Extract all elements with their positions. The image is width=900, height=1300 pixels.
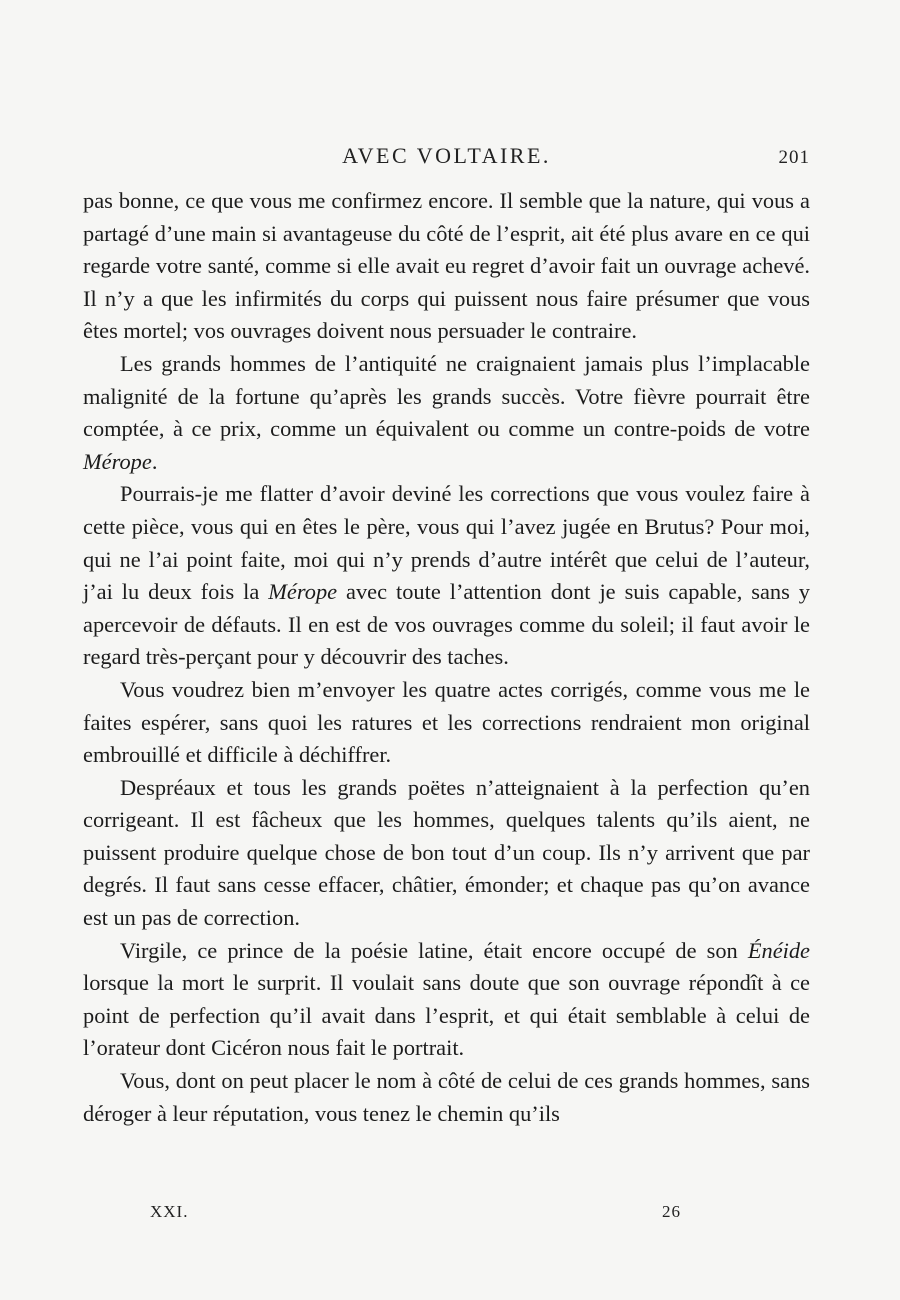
paragraph xyxy=(83,935,810,1065)
running-title: AVEC VOLTAIRE. xyxy=(342,143,551,168)
paragraph xyxy=(83,348,810,478)
italic-title: Énéide xyxy=(747,937,810,963)
paragraph xyxy=(83,185,810,348)
paragraph-text: Pourrais-je me flatter d’avoir deviné les corrections que vous voulez faire à cette pièce, vous qui en êtes le père, vous qui l’avez jugée en Brutus? Pour moi, qui ne l’ai point faite, moi qui n’y prends d’autre intérêt que celui de l’auteur, j’ai lu deux fois la xyxy=(83,481,810,605)
running-head xyxy=(83,143,810,173)
paragraph xyxy=(83,674,810,772)
paragraph xyxy=(83,478,810,674)
paragraph-text: Vous voudrez bien m’envoyer les quatre actes corrigés, comme vous me le faites espérer, sans quoi les ratures et les corrections rendraient mon original embrouillé et difficile à déchiffrer. xyxy=(83,676,810,768)
italic-title: Mérope xyxy=(83,448,152,474)
paragraph-text: Despréaux et tous les grands poëtes n’atteignaient à la perfection qu’en corrigeant. Il est fâcheux que les hommes, quelques talents qu’ils aient, ne puissent produire quelque chose de bon tout d’un coup. Ils n’y arrivent que par degrés. Il faut sans cesse effacer, châtier, émonder; et chaque pas qu’on avance est un pas de correction. xyxy=(83,774,810,931)
paragraph-text: pas bonne, ce que vous me confirmez encore. Il semble que la nature, qui vous a partagé d’une main si avantageuse du côté de l’esprit, ait été plus avare en ce qui regarde votre santé, comme si elle avait eu regret d’avoir fait un ouvrage achevé. Il n’y a que les infirmités du corps qui puissent nous faire présumer que vous êtes mortel; vos ouvrages doivent nous persuader le contraire. xyxy=(83,188,810,344)
paragraph-text: Virgile, ce prince de la poésie latine, était encore occupé de son xyxy=(120,937,748,963)
signature-mark: 26 xyxy=(662,1202,681,1221)
paragraph xyxy=(83,772,810,935)
paragraph xyxy=(83,1065,810,1130)
paragraph-text: avec toute l’attention dont je suis capable, sans y apercevoir de défauts. Il en est de vos ouvrages comme du soleil; il faut avoir le regard très-perçant pour y découvrir des taches. xyxy=(83,579,810,670)
paragraph-text: lorsque la mort le surprit. Il voulait sans doute que son ouvrage répondît à ce point de perfection qu’il avait dans l’esprit, et qui était semblable à celui de l’orateur dont Cicéron nous fait le portrait. xyxy=(83,970,810,1061)
paragraph-text: Les grands hommes de l’antiquité ne craignaient jamais plus l’implacable malignité de la fortune qu’après les grands succès. Votre fièvre pourrait être comptée, à ce prix, comme un équivalent ou comme un contre-poids de votre xyxy=(83,350,810,442)
paragraph-text: Vous, dont on peut placer le nom à côté de celui de ces grands hommes, sans déroger à leur réputation, vous tenez le chemin qu’ils xyxy=(83,1068,810,1126)
volume-mark: XXI. xyxy=(150,1202,189,1221)
paragraph-text: . xyxy=(151,448,158,474)
page-number: 201 xyxy=(778,147,810,168)
page-footer xyxy=(150,1202,750,1228)
italic-title: Mérope xyxy=(268,579,338,605)
body-text xyxy=(83,185,810,1130)
